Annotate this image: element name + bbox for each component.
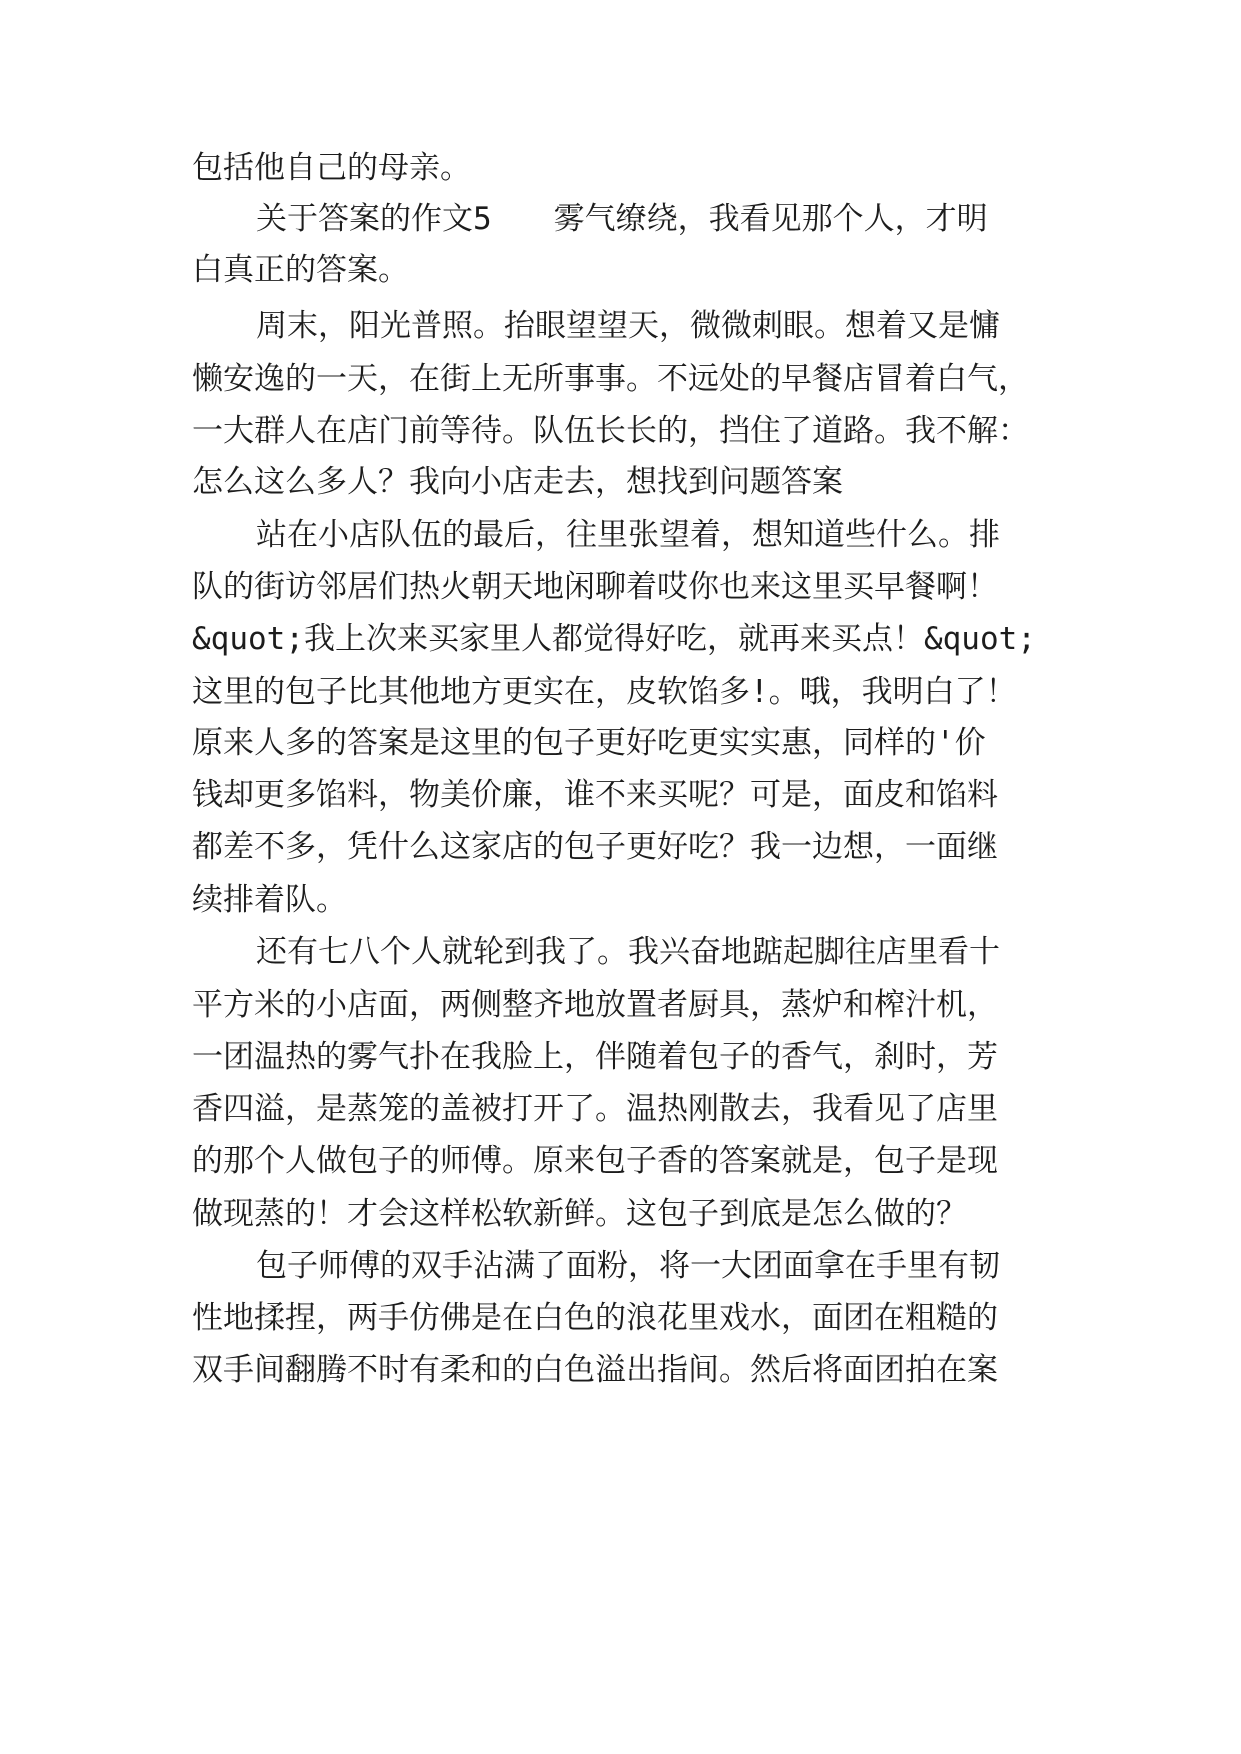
text-line: 钱却更多馅料，物美价廉，谁不来买呢？可是，面皮和馅料: [192, 777, 998, 813]
text-line: 一团温热的雾气扑在我脸上，伴随着包子的香气，刹时，芳: [192, 1039, 998, 1075]
text-line: 做现蒸的！才会这样松软新鲜。这包子到底是怎么做的？: [192, 1196, 967, 1232]
text-line: 懒安逸的一天，在街上无所事事。不远处的早餐店冒着白气，: [192, 361, 1029, 397]
paragraph-start-line: 周末，阳光普照。抬眼望望天，微微刺眼。想着又是慵: [256, 308, 1000, 344]
text-line: 平方米的小店面，两侧整齐地放置者厨具，蒸炉和榨汁机，: [192, 987, 998, 1023]
paragraph-start-line: 还有七八个人就轮到我了。我兴奋地踮起脚往店里看十: [256, 934, 1000, 970]
text-line: 白真正的答案。: [192, 252, 409, 288]
text-line: 续排着队。: [192, 882, 347, 918]
text-line: 怎么这么多人？我向小店走去，想找到问题答案: [192, 464, 843, 500]
text-line: 性地揉捏，两手仿佛是在白色的浪花里戏水，面团在粗糙的: [192, 1300, 998, 1336]
paragraph-start-line: 站在小店队伍的最后，往里张望着，想知道些什么。排: [256, 517, 1000, 553]
text-line: 原来人多的答案是这里的包子更好吃更实实惠，同样的'价: [192, 725, 986, 761]
text-line: 香四溢，是蒸笼的盖被打开了。温热刚散去，我看见了店里: [192, 1091, 998, 1127]
text-line: 双手间翻腾不时有柔和的白色溢出指间。然后将面团拍在案: [192, 1352, 998, 1388]
text-line: &quot;我上次来买家里人都觉得好吃，就再来买点！&quot;: [192, 621, 1036, 657]
text-line: 队的街访邻居们热火朝天地闲聊着哎你也来这里买早餐啊！: [192, 569, 998, 605]
text-line: 这里的包子比其他地方更实在，皮软馅多!。哦，我明白了！: [192, 674, 1017, 710]
text-line: 包括他自己的母亲。: [192, 150, 471, 186]
text-line: 的那个人做包子的师傅。原来包子香的答案就是，包子是现: [192, 1143, 998, 1179]
paragraph-start-line: 包子师傅的双手沾满了面粉，将一大团面拿在手里有韧: [256, 1248, 1000, 1284]
text-line: 都差不多，凭什么这家店的包子更好吃？我一边想，一面继: [192, 829, 998, 865]
essay-heading-line: 关于答案的作文5 雾气缭绕，我看见那个人，才明: [256, 201, 988, 237]
text-line: 一大群人在店门前等待。队伍长长的，挡住了道路。我不解：: [192, 413, 1029, 449]
